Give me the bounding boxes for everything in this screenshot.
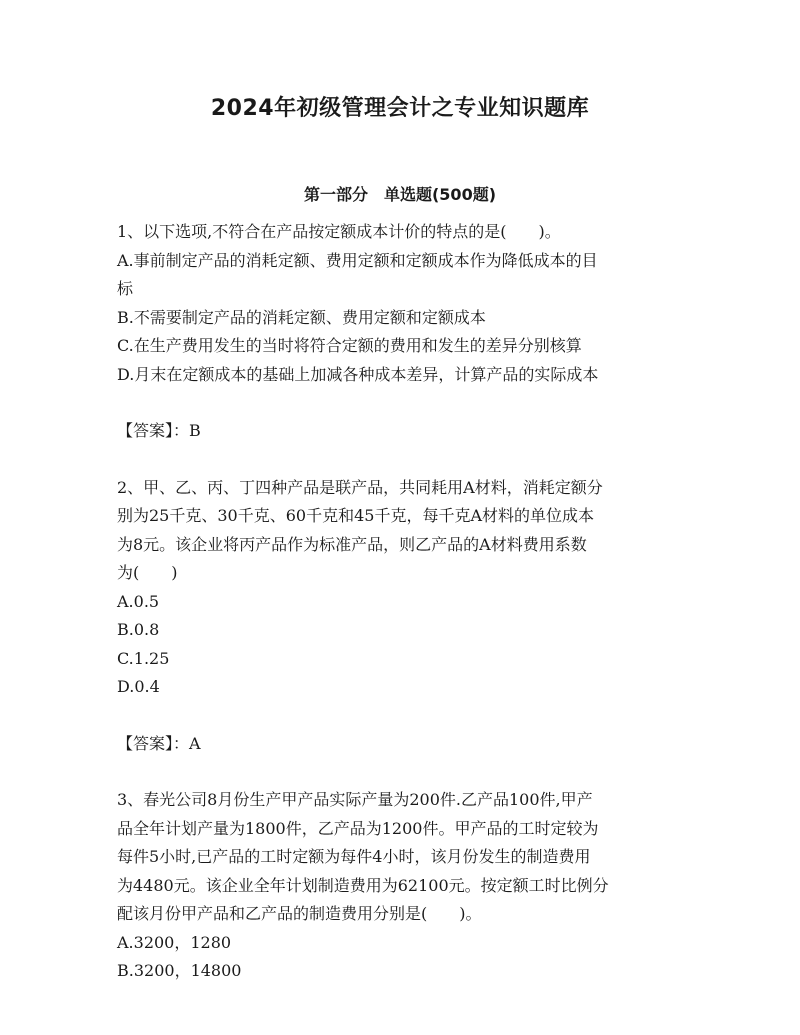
- option-c: C.在生产费用发生的当时将符合定额的费用和发生的差异分别核算: [117, 336, 582, 355]
- option-a: A.事前制定产品的消耗定额、费用定额和定额成本作为降低成本的目: [117, 250, 598, 270]
- question-stem-line: 3、春光公司8月份生产甲产品实际产量为200件.乙产品100件,甲产: [117, 790, 593, 809]
- question-1: [117, 218, 687, 474]
- question-stem-line: 1、以下选项,不符合在产品按定额成本计价的特点的是( )。: [117, 222, 561, 241]
- answer-value: B: [189, 421, 201, 440]
- question-stem-line: 品全年计划产量为1800件，乙产品为1200件。甲产品的工时定较为: [117, 818, 599, 838]
- question-stem-line: 为4480元。该企业全年计划制造费用为62100元。按定额工时比例分: [117, 875, 609, 895]
- option-c: C.1.25: [117, 648, 170, 668]
- question-3: [117, 786, 687, 986]
- option-d: D.0.4: [117, 677, 160, 696]
- option-d: D.月末在定额成本的基础上加减各种成本差异，计算产品的实际成本: [117, 364, 599, 384]
- document-title: 2024年初级管理会计之专业知识题库: [210, 96, 590, 121]
- option-b: B.0.8: [117, 620, 160, 639]
- answer-value: A: [189, 733, 201, 753]
- answer-line: [117, 417, 687, 446]
- answer-line: [117, 730, 687, 759]
- question-stem-line: 2、甲、乙、丙、丁四种产品是联产品，共同耗用A材料，消耗定额分: [117, 477, 603, 497]
- section-title: 第一部分 单选题(500题): [303, 185, 497, 204]
- answer-label: 【答案】：: [117, 733, 190, 753]
- question-stem-line: 每件5小时,已产品的工时定额为每件4小时，该月份发生的制造费用: [117, 847, 591, 866]
- option-a: A.3200，1280: [117, 932, 232, 952]
- question-2: [117, 474, 687, 787]
- answer-label: 【答案】：: [117, 421, 190, 440]
- option-b: B.不需要制定产品的消耗定额、费用定额和定额成本: [117, 307, 486, 327]
- question-stem-line: 别为25千克、30千克、60千克和45千克，每千克A材料的单位成本: [117, 506, 594, 525]
- question-stem-line: 为8元。该企业将丙产品作为标准产品，则乙产品的A材料费用系数: [117, 534, 587, 554]
- option-a: A.0.5: [117, 591, 160, 611]
- question-stem-line: 配该月份甲产品和乙产品的制造费用分别是( )。: [117, 904, 482, 923]
- option-a-continued: 标: [117, 279, 134, 298]
- option-b: B.3200，14800: [117, 961, 242, 980]
- question-list: [117, 218, 687, 986]
- question-stem-line: 为( ): [117, 563, 178, 582]
